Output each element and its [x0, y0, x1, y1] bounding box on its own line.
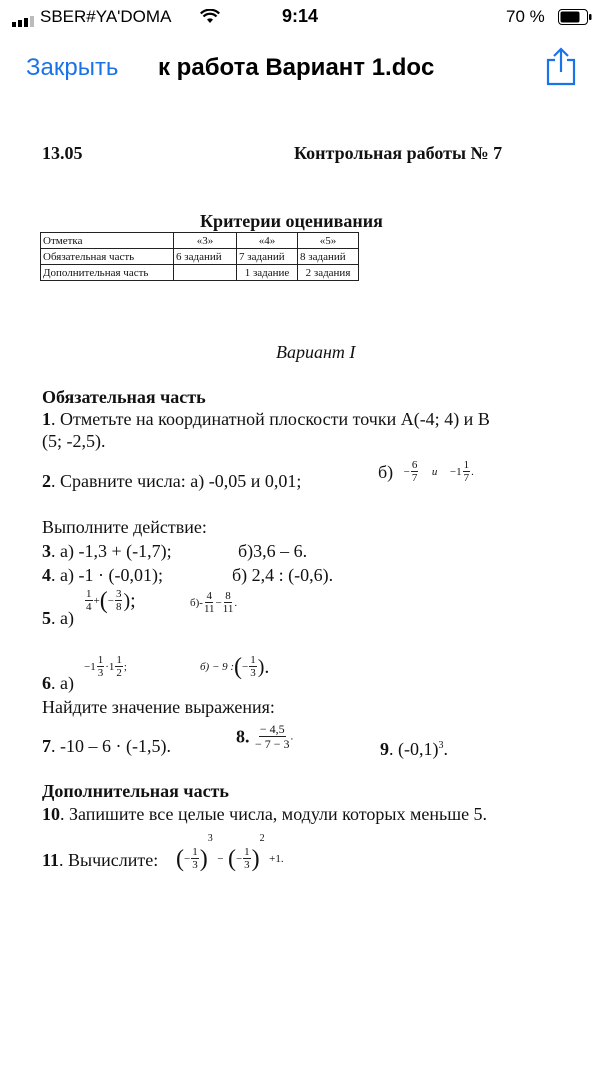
mandatory-heading: Обязательная часть: [42, 387, 206, 407]
nav-bar: [0, 40, 607, 100]
task-text: . Вычислите:: [59, 850, 159, 870]
task-number: 11: [42, 850, 60, 870]
variant-title: Вариант I: [276, 342, 356, 362]
mixed-whole: ·1: [105, 660, 115, 673]
minus-sign: −: [184, 852, 191, 865]
find-value-heading: Найдите значение выражения:: [42, 697, 275, 717]
task-number: 6: [42, 673, 51, 693]
fraction: [463, 459, 471, 484]
denominator: 3: [250, 667, 256, 680]
task-text: . (-0,1): [389, 739, 439, 759]
task-number: 10: [42, 804, 60, 824]
numerator: 4: [206, 590, 212, 603]
wifi-icon: [200, 9, 220, 29]
denominator: 8: [115, 601, 122, 614]
fraction: [411, 459, 419, 484]
numerator: − 4,5: [259, 722, 285, 736]
task-number: 4: [42, 565, 51, 585]
fraction: [243, 846, 251, 871]
punct: .: [290, 730, 294, 743]
task-text: . а) -1,3 + (-1,7);: [51, 541, 172, 561]
task-number: 1: [42, 409, 51, 429]
task-4: [42, 564, 163, 586]
table-cell: [174, 265, 237, 281]
doc-work-title: Контрольная работы № 7: [294, 143, 503, 163]
operator: +: [93, 594, 100, 607]
task-1: [42, 408, 490, 430]
task-2: [42, 470, 301, 492]
punct: ;: [123, 660, 127, 673]
fraction: [204, 590, 215, 615]
task-number: 3: [42, 541, 51, 561]
task-number: 5: [42, 608, 51, 628]
task-number: 2: [42, 471, 51, 491]
paren: ): [251, 845, 260, 872]
task-9: [380, 735, 448, 760]
table-cell: «3»: [174, 233, 237, 249]
fraction: [97, 654, 105, 679]
numerator: 1: [250, 654, 256, 667]
task-part-label: б) − 9 :: [200, 660, 235, 673]
task-number: 7: [42, 736, 51, 756]
table-cell: «4»: [237, 233, 298, 249]
battery-percent: 70 %: [506, 7, 545, 26]
task-3-b: б)3,6 – 6.: [238, 541, 308, 561]
paren: (: [99, 587, 108, 614]
denominator: 2: [116, 667, 122, 680]
fraction: [191, 846, 199, 871]
numerator: 3: [115, 588, 122, 601]
task-7: [42, 735, 171, 757]
share-icon[interactable]: [543, 46, 579, 91]
fraction: [115, 654, 123, 679]
exponent: 3: [438, 740, 444, 751]
doc-date: 13.05: [42, 143, 83, 163]
task-2-b: [378, 459, 474, 484]
task-5-b-expr: [190, 590, 237, 615]
task-text: . а) -1 · (-0,01);: [51, 565, 163, 585]
operator: −: [215, 596, 222, 609]
exponent: 3: [207, 833, 213, 844]
task-text: . а): [51, 608, 74, 628]
denominator: 3: [192, 859, 198, 872]
fraction: [223, 590, 234, 615]
operator: −: [217, 852, 224, 865]
task-number: 8: [236, 726, 245, 747]
mixed-whole: −1: [84, 660, 96, 673]
carrier-name: SBER#YA'DOMA: [40, 7, 172, 26]
denominator: 11: [203, 603, 215, 616]
numerator: 6: [411, 459, 418, 472]
numerator: 8: [225, 590, 231, 603]
paren: (: [176, 845, 184, 872]
table-row: [41, 265, 359, 281]
criteria-title: Критерии оценивания: [200, 211, 383, 231]
fraction: [85, 588, 93, 613]
task-3: [42, 540, 172, 562]
task-punct: .: [245, 726, 250, 747]
fraction: [255, 722, 290, 751]
table-cell: 2 задания: [298, 265, 359, 281]
task-11-expr: [176, 828, 284, 871]
task-text: . Отметьте на координатной плоскости точки А(-4; 4) и В: [51, 409, 490, 429]
task-text: . -10 – 6 · (-1,5).: [51, 736, 171, 756]
minus-sign: −: [107, 594, 114, 607]
task-6: [42, 672, 74, 694]
tail: +1.: [269, 852, 284, 865]
minus-sign: -: [199, 596, 203, 609]
battery-icon: [558, 9, 592, 30]
task-5: [42, 607, 74, 629]
mixed-whole: −1: [449, 465, 462, 478]
task-text: . Сравните числа: а) -0,05 и 0,01;: [51, 471, 302, 491]
task-5-a-expr: [84, 588, 136, 613]
numerator: 1: [116, 654, 122, 667]
paren: ): [199, 845, 208, 872]
clock: 9:14: [282, 6, 319, 26]
status-bar: [0, 0, 607, 34]
table-cell: Обязательная часть: [41, 249, 174, 265]
numerator: 1: [97, 654, 104, 667]
denominator: 3: [244, 859, 250, 872]
table-cell: 7 заданий: [237, 249, 298, 265]
numerator: 1: [244, 846, 250, 859]
fraction: [115, 588, 123, 613]
minus-sign: −: [242, 660, 249, 673]
denominator: 3: [97, 667, 104, 680]
table-cell: Дополнительная часть: [41, 265, 174, 281]
task-part-label: б): [190, 596, 200, 609]
table-cell: Отметка: [41, 233, 174, 249]
extra-heading: Дополнительная часть: [42, 781, 229, 801]
denominator: 7: [411, 472, 418, 485]
paren: ).: [257, 655, 270, 678]
table-cell: 8 заданий: [298, 249, 359, 265]
perform-heading: Выполните действие:: [42, 517, 207, 537]
numerator: 1: [86, 588, 92, 601]
table-cell: 6 заданий: [174, 249, 237, 265]
punct: .: [234, 596, 238, 609]
task-11: [42, 849, 158, 871]
signal-icon: [12, 12, 38, 32]
denominator: 7: [463, 472, 470, 485]
punct: .: [443, 739, 448, 759]
task-6-b-expr: [200, 654, 269, 679]
table-cell: «5»: [298, 233, 359, 249]
criteria-table: [40, 232, 359, 281]
task-1-cont: (5; -2,5).: [42, 431, 106, 451]
task-8: [236, 722, 293, 751]
minus-sign: −: [235, 852, 243, 865]
task-number: 9: [380, 739, 389, 759]
task-text: . а): [51, 673, 74, 693]
task-10: [42, 803, 487, 825]
exponent: 2: [259, 833, 265, 844]
fraction: [249, 654, 257, 679]
task-text: . Запишите все целые числа, модули которых меньше 5.: [60, 804, 488, 824]
conjunction: и: [431, 465, 438, 478]
task-6-a-expr: [84, 654, 127, 679]
denominator: 4: [86, 601, 92, 614]
task-part-label: б): [378, 461, 394, 482]
paren: );: [123, 589, 136, 612]
numerator: 1: [463, 459, 470, 472]
minus-sign: −: [403, 465, 410, 478]
table-row: [41, 233, 359, 249]
document-title: к работа Вариант 1.doc: [158, 54, 435, 81]
close-button[interactable]: Закрыть: [26, 54, 119, 81]
denominator: 11: [222, 603, 234, 616]
table-cell: 1 задание: [237, 265, 298, 281]
paren: (: [227, 845, 236, 872]
task-4-b: б) 2,4 : (-0,6).: [232, 565, 334, 585]
punct: .: [471, 465, 474, 478]
numerator: 1: [192, 846, 198, 859]
table-row: [41, 249, 359, 265]
paren: (: [234, 653, 243, 680]
denominator: − 7 − 3: [255, 737, 290, 751]
